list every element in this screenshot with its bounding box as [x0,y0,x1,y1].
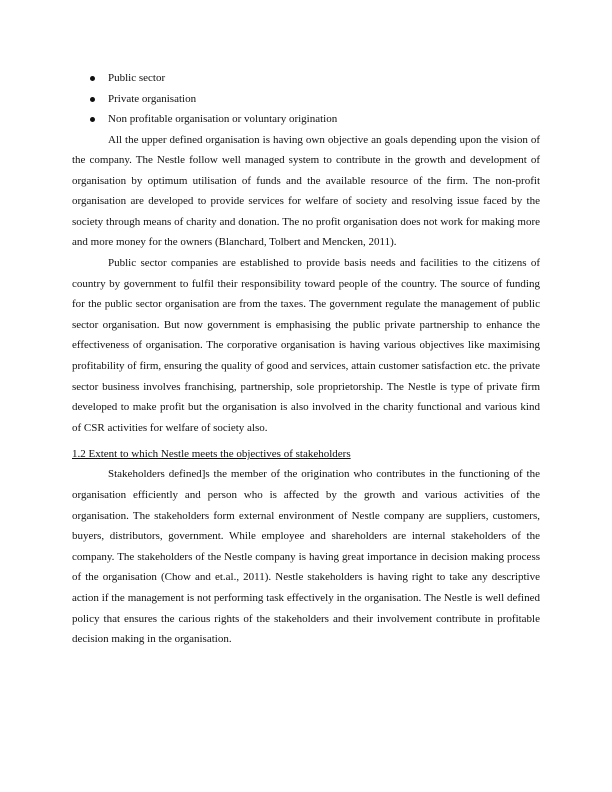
list-item [72,68,540,89]
body-paragraph: Public sector companies are established to provide basis needs and facilities to the citizens of country by government to fulfil their responsibility toward people of the country. The source of funding for the public sector organisation are from the taxes. The government regulate the management of public sector organisation. But now government is emphasising the public private partnership to enhance the effectiveness of organisation. The corporative organisation is having various objectives like maximising profitability of firm, ensuring the quality of good and services, attain customer satisfaction etc. the private sector business involves franchising, partnership, sole proprietorship. The Nestle is type of private firm developed to make profit but the organisation is also involved in the charity functional and various kind of CSR activities for welfare of society also. [72,257,540,434]
list-item [72,109,540,130]
section-paragraph: Stakeholders defined]s the member of the origination who contributes in the functioning of the organisation efficiently and person who is affected by the growth and various activities of the organisation. The stakeholders form external environment of Nestle company are suppliers, customers, buyers, distributors, government. While employee and shareholders are internal stakeholders of the company. The stakeholders of the Nestle company is having great importance in decision making process of the organisation (Chow and et.al., 2011). Nestle stakeholders is having right to take any descriptive action if the management is not performing task effectively in the organisation. The Nestle is well defined policy that ensures the carious rights of the stakeholders and their involvement contribute in profitable decision making in the organisation. [72,468,540,646]
body-paragraph: All the upper defined organisation is having own objective an goals depending upon the vision of the company. The Nestle follow well managed system to contribute in the growth and development of organisation by optimum utilisation of funds and the available resource of the firm. The non-profit organisation are developed to provide services for welfare of society and resolving issue faced by the society through means of charity and donation. The no profit organisation does not work for making more and more money for the owners (Blanchard, Tolbert and Mencken, 2011). [72,133,540,249]
document-page [72,68,540,650]
list-item-text: Private organisation [108,92,197,105]
list-item-text: Non profitable organisation or voluntary origination [108,113,338,125]
list-item [72,89,540,110]
bullet-icon [90,97,95,102]
section-heading: 1.2 Extent to which Nestle meets the objectives of stakeholders [72,448,351,461]
organisation-type-list [72,68,540,130]
list-item-text: Public sector [108,72,166,84]
bullet-icon [90,117,95,122]
bullet-icon [90,76,95,81]
